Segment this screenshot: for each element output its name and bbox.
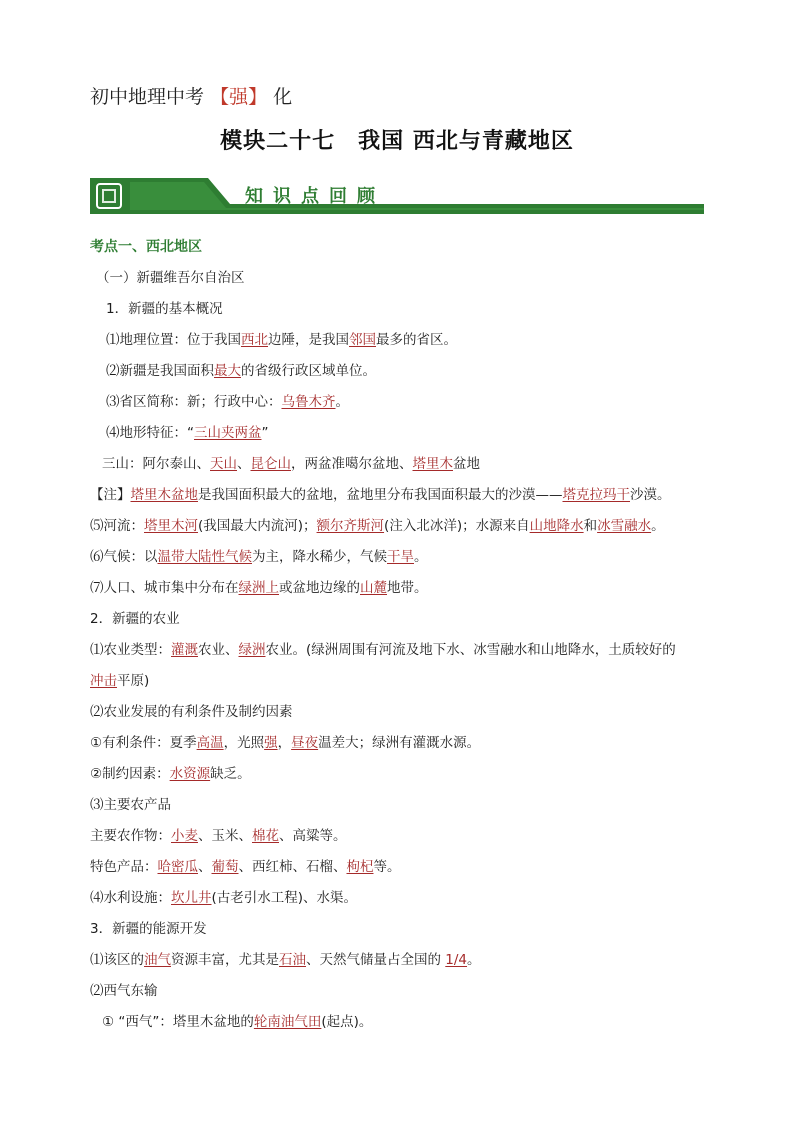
answer-term: 邻国: [349, 332, 376, 348]
series-label-suffix: 化: [273, 86, 293, 108]
text-line: [90, 666, 710, 697]
content-body: [90, 232, 710, 1038]
text-line: [90, 356, 710, 387]
answer-term: 干旱: [387, 549, 414, 565]
text-segment: ，光照: [223, 735, 265, 751]
text-segment: 等。: [373, 859, 401, 875]
answer-term: 天山: [210, 456, 237, 472]
answer-term: 强: [264, 735, 278, 751]
text-segment: ⑷水利设施：: [90, 890, 171, 906]
text-segment: 或盆地边缘的: [279, 580, 360, 596]
section-heading: [90, 232, 710, 263]
section-banner: [90, 178, 704, 216]
text-segment: (古老引水工程)、水渠。: [211, 890, 358, 906]
text-segment: (起点)。: [321, 1014, 373, 1030]
text-segment: 。: [335, 394, 349, 410]
text-segment: 平原): [117, 673, 150, 689]
answer-term: 石油: [279, 952, 306, 968]
answer-term: 小麦: [171, 828, 198, 844]
text-line: [90, 790, 710, 821]
answer-term: 冰雪融水: [597, 518, 652, 534]
book-icon: [94, 181, 124, 211]
text-segment: 。: [467, 952, 481, 968]
text-segment: ，两盆准噶尔盆地、: [291, 456, 413, 472]
text-segment: 缺乏。: [210, 766, 251, 782]
text-segment: 边陲，是我国: [268, 332, 349, 348]
text-segment: 考点一、西北地区: [90, 239, 202, 255]
answer-term: 塔里木河: [144, 518, 198, 534]
text-segment: 、天然气储量占全国的: [306, 952, 446, 968]
answer-term: 温带大陆性气候: [157, 549, 252, 565]
text-line: [90, 759, 710, 790]
text-segment: 的省级行政区域单位。: [241, 363, 376, 379]
text-line: [90, 976, 710, 1007]
text-segment: 2．新疆的农业: [90, 611, 180, 627]
text-line: [90, 728, 710, 759]
answer-term: 坎儿井: [171, 890, 212, 906]
answer-term: 高温: [196, 735, 224, 751]
answer-term: 绿洲上: [238, 580, 279, 596]
text-line: [90, 418, 710, 449]
answer-term: 1/4: [445, 952, 468, 968]
answer-term: 绿洲: [238, 642, 266, 658]
series-label-highlight: 【强】: [210, 86, 268, 108]
text-line: [90, 511, 710, 542]
answer-term: 乌鲁木齐: [281, 394, 336, 410]
text-segment: 为主，降水稀少，气候: [252, 549, 387, 565]
answer-term: 西北: [241, 332, 268, 348]
answer-term: 油气: [144, 952, 171, 968]
text-segment: ⑸河流：: [90, 518, 144, 534]
text-line: [90, 542, 710, 573]
text-segment: (注入北冰洋)；水源来自: [384, 518, 530, 534]
text-line: [90, 635, 710, 666]
text-segment: （一）新疆维吾尔自治区: [96, 270, 245, 286]
text-line: [90, 480, 710, 511]
text-segment: ①有利条件：夏季: [90, 735, 197, 751]
text-line: [90, 604, 710, 635]
banner-title: 知识点回顾: [245, 186, 385, 207]
answer-term: 三山夹两盆: [194, 425, 262, 441]
text-segment: 沙漠。: [630, 487, 671, 503]
text-line: [90, 387, 710, 418]
answer-term: 枸杞: [346, 859, 374, 875]
text-segment: 农业。(绿洲周围有河流及地下水、冰雪融水和山地降水，土质较好的: [265, 642, 676, 658]
text-segment: 3．新疆的能源开发: [90, 921, 207, 937]
text-segment: ⑺人口、城市集中分布在: [90, 580, 239, 596]
text-line: [90, 914, 710, 945]
page-title: 模块二十七 我国 西北与青藏地区: [220, 129, 574, 154]
text-segment: 、: [198, 859, 212, 875]
answer-term: 轮南油气田: [253, 1014, 322, 1030]
text-segment: 温差大；绿洲有灌溉水源。: [318, 735, 481, 751]
text-line: [90, 263, 710, 294]
text-segment: ②制约因素：: [90, 766, 170, 782]
text-segment: 。: [651, 518, 665, 534]
answer-term: 山地降水: [529, 518, 584, 534]
text-segment: 是我国面积最大的盆地，盆地里分布我国面积最大的沙漠——: [198, 487, 563, 503]
series-label: [90, 82, 292, 109]
text-segment: 特色产品：: [90, 859, 158, 875]
answer-term: 棉花: [252, 828, 279, 844]
text-line: [90, 325, 710, 356]
text-segment: ⑹气候：以: [90, 549, 158, 565]
text-segment: 农业、: [198, 642, 239, 658]
answer-term: 塔里木盆地: [130, 487, 198, 503]
text-line: [90, 573, 710, 604]
text-line: [90, 821, 710, 852]
answer-term: 哈密瓜: [157, 859, 198, 875]
text-segment: 最多的省区。: [376, 332, 457, 348]
answer-term: 冲击: [90, 673, 117, 689]
text-segment: 、玉米、: [198, 828, 252, 844]
text-segment: 、: [237, 456, 251, 472]
answer-term: 山麓: [360, 580, 387, 596]
text-segment: ”: [261, 425, 269, 441]
text-line: [90, 852, 710, 883]
text-segment: ⑴地理位置：位于我国: [106, 332, 241, 348]
answer-term: 塔克拉玛干: [562, 487, 630, 503]
text-segment: ⑷地形特征：“: [106, 425, 194, 441]
answer-term: 最大: [214, 363, 241, 379]
answer-term: 水资源: [169, 766, 211, 782]
text-segment: ⑵新疆是我国面积: [106, 363, 214, 379]
text-segment: ，: [277, 735, 292, 751]
text-segment: 、高粱等。: [279, 828, 347, 844]
text-segment: 资源丰富，尤其是: [171, 952, 279, 968]
text-line: [90, 449, 710, 480]
answer-term: 塔里木: [412, 456, 453, 472]
text-segment: 、西红柿、石榴、: [238, 859, 347, 875]
text-segment: 三山：阿尔泰山、: [102, 456, 210, 472]
answer-term: 葡萄: [211, 859, 239, 875]
text-segment: (我国最大内流河)；: [198, 518, 317, 534]
text-line: [90, 697, 710, 728]
text-segment: ⑵西气东输: [90, 983, 158, 999]
text-segment: ⑵农业发展的有利条件及制约因素: [90, 704, 293, 720]
banner-shape: [90, 178, 704, 216]
text-segment: 主要农作物：: [90, 828, 171, 844]
text-line: [90, 883, 710, 914]
answer-term: 灌溉: [171, 642, 198, 658]
text-segment: ⑴农业类型：: [90, 642, 171, 658]
text-segment: ⑶主要农产品: [90, 797, 171, 813]
text-segment: ① “西气”：塔里木盆地的: [102, 1014, 254, 1030]
text-segment: ⑴该区的: [90, 952, 144, 968]
text-segment: 。: [414, 549, 428, 565]
text-segment: ⑶省区简称：新；行政中心：: [106, 394, 282, 410]
series-label-prefix: 初中地理中考: [90, 86, 205, 108]
text-segment: 【注】: [90, 487, 131, 503]
answer-term: 昼夜: [291, 735, 319, 751]
answer-term: 额尔齐斯河: [316, 518, 385, 534]
text-line: [90, 1007, 710, 1038]
text-segment: 地带。: [387, 580, 428, 596]
text-segment: 盆地: [453, 456, 480, 472]
text-line: [90, 945, 710, 976]
text-segment: 和: [583, 518, 598, 534]
text-segment: 1．新疆的基本概况: [106, 301, 223, 317]
answer-term: 昆仑山: [250, 456, 291, 472]
text-line: [90, 294, 710, 325]
